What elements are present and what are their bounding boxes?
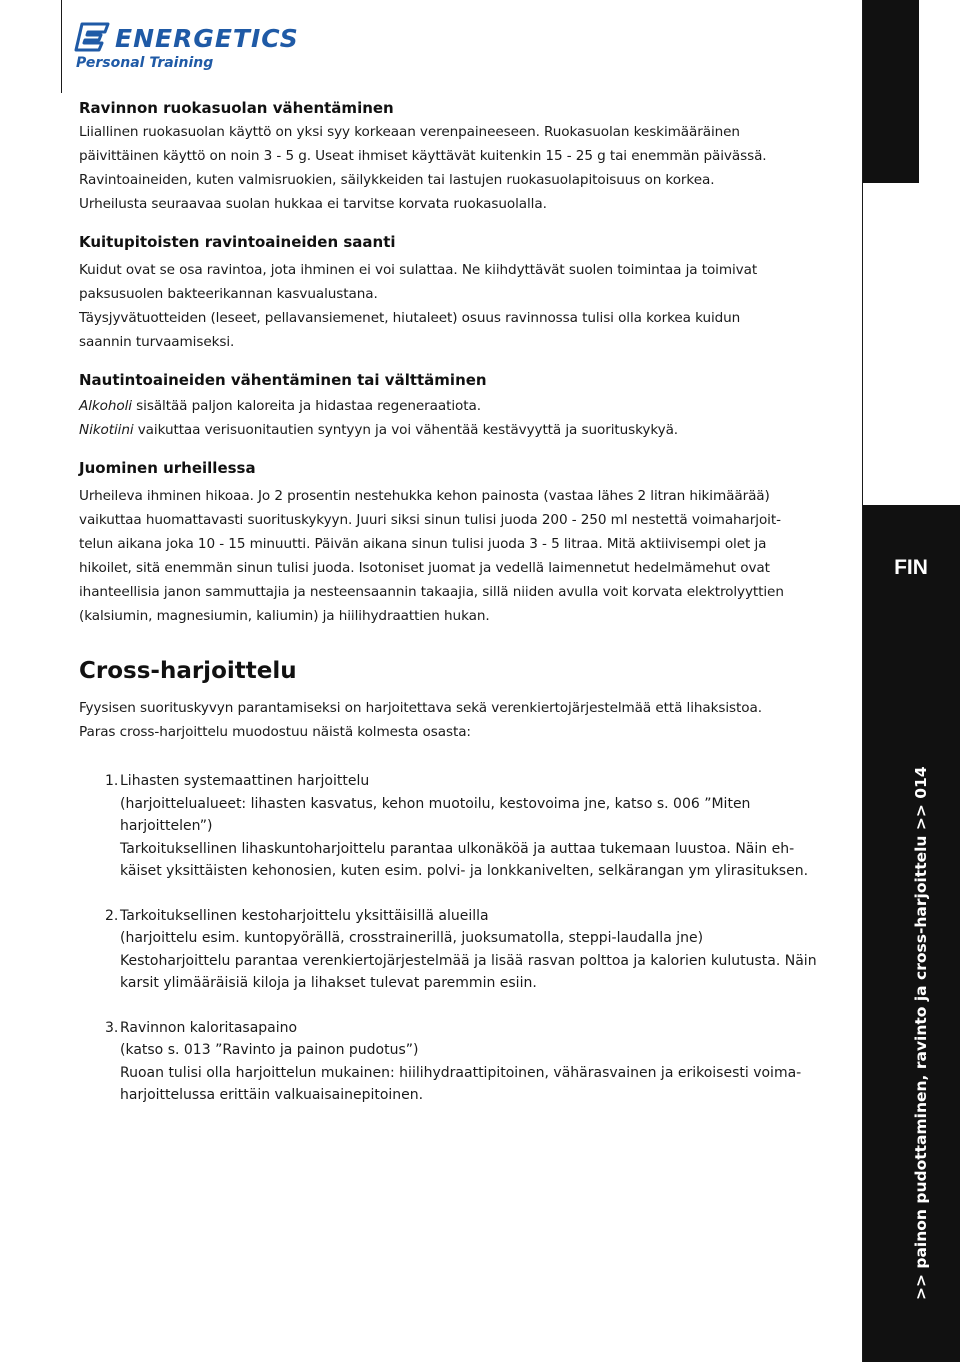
list-item bbox=[79, 905, 849, 995]
text-line: Kestoharjoittelu parantaa verenkiertojärjestelmää ja lisää rasvan polttoa ja kalorien kulutusta. Näin bbox=[120, 952, 817, 969]
text-line: hikoilet, sitä enemmän sinun tulisi juoda. Isotoniset juomat ja vedellä laimennetut hedelmämehut ovat bbox=[79, 560, 770, 576]
section-body-stimulants bbox=[79, 394, 849, 442]
list-item bbox=[79, 1017, 849, 1107]
cross-intro bbox=[79, 696, 849, 744]
top-tab-block bbox=[863, 0, 919, 183]
section-body-fiber bbox=[79, 258, 849, 354]
text-line: Ruoan tulisi olla harjoittelun mukainen: hiilihydraattipitoinen, vähärasvainen ja erikoisesti voima- bbox=[120, 1064, 802, 1081]
logo-e-icon bbox=[74, 22, 110, 52]
text-line: saannin turvaamiseksi. bbox=[79, 334, 235, 350]
text-line: harjoittelen”) bbox=[120, 818, 213, 834]
header-rule bbox=[61, 0, 62, 93]
list-number: 3. bbox=[105, 1019, 119, 1036]
list-item bbox=[79, 770, 849, 883]
text-line: ihanteellisia janon sammuttajia ja nesteensaannin takaajia, sillä niiden avulla voit korvata elektrolyyttien bbox=[79, 584, 784, 600]
text-line: Kuidut ovat se osa ravintoa, jota ihminen ei voi sulattaa. Ne kiihdyttävät suolen toimintaa ja toimivat bbox=[79, 262, 758, 278]
text-line: Ravinnon kaloritasapaino bbox=[120, 1019, 298, 1036]
emphasis-alcohol: Alkoholi bbox=[79, 398, 132, 414]
text-line: (katso s. 013 ”Ravinto ja painon pudotus”) bbox=[120, 1042, 419, 1058]
main-content bbox=[79, 96, 849, 1107]
text-line: päivittäinen käyttö on noin 3 - 5 g. Useat ihmiset käyttävät kuitenkin 15 - 25 g tai enemmän päivässä. bbox=[79, 148, 767, 164]
text-line: harjoittelussa erittäin valkuaisainepitoinen. bbox=[120, 1087, 424, 1103]
section-title-salt: Ravinnon ruokasuolan vähentäminen bbox=[79, 99, 394, 117]
page-title-cross-training: Cross-harjoittelu bbox=[79, 658, 297, 684]
text-line: Urheileva ihminen hikoaa. Jo 2 prosentin nestehukka kehon painosta (vastaa lähes 2 litran hikimäärää) bbox=[79, 488, 770, 504]
language-label: FIN bbox=[894, 556, 928, 579]
text-line: Alkoholi sisältää paljon kaloreita ja hidastaa regeneraatiota. bbox=[79, 398, 481, 414]
text-line: Paras cross-harjoittelu muodostuu näistä kolmesta osasta: bbox=[79, 724, 471, 740]
text-line: vaikuttaa huomattavasti suorituskykyyn. Juuri siksi sinun tulisi juoda 200 - 250 ml nestettä voimaharjoit- bbox=[79, 512, 781, 528]
section-title-fiber: Kuitupitoisten ravintoaineiden saanti bbox=[79, 233, 396, 251]
text-line: Täysjyvätuotteiden (leseet, pellavansiemenet, hiutaleet) osuus ravinnossa tulisi olla korkea kuidun bbox=[79, 310, 741, 326]
brand-tagline: Personal Training bbox=[76, 55, 214, 71]
section-body-drinking bbox=[79, 484, 849, 628]
text-line: Nikotiini vaikuttaa verisuonitautien syntyyn ja voi vähentää kestävyyttä ja suorituskykyä. bbox=[79, 422, 679, 438]
section-title-stimulants: Nautintoaineiden vähentäminen tai välttäminen bbox=[79, 371, 487, 389]
text-line: paksusuolen bakteerikannan kasvualustana. bbox=[79, 286, 378, 302]
section-title-drinking: Juominen urheillessa bbox=[79, 459, 256, 477]
section-body-salt bbox=[79, 120, 849, 216]
text-line: (kalsiumin, magnesiumin, kaliumin) ja hiilihydraattien hukan. bbox=[79, 608, 490, 624]
brand-logo bbox=[74, 22, 314, 72]
text-line: (harjoittelualueet: lihasten kasvatus, kehon muotoilu, kestovoima jne, katso s. 006 ”Miten bbox=[120, 795, 751, 812]
text-line: Liiallinen ruokasuolan käyttö on yksi syy korkeaan verenpaineeseen. Ruokasuolan keskimääräinen bbox=[79, 124, 740, 140]
text-line: Tarkoituksellinen lihaskuntoharjoittelu parantaa ulkonäköä ja auttaa tukemaan luustoa. Näin eh- bbox=[120, 840, 795, 857]
text-line: Tarkoituksellinen kestoharjoittelu yksittäisillä alueilla bbox=[120, 907, 489, 924]
text-line: Fyysisen suorituskyvyn parantamiseksi on harjoitettava sekä verenkiertojärjestelmää että lihaksistoa. bbox=[79, 700, 762, 716]
text-line: karsit ylimääräisiä kiloja ja lihakset tulevat paremmin esiin. bbox=[120, 975, 537, 991]
page-footer-vertical: >> painon pudottaminen, ravinto ja cross-harjoittelu >> 014 bbox=[912, 766, 930, 1300]
text-line: telun aikana joka 10 - 15 minuutti. Päivän aikana sinun tulisi juoda 3 - 5 litraa. Mitä aktiivisempi olet ja bbox=[79, 536, 767, 552]
list-number: 2. bbox=[105, 907, 119, 924]
cross-training-list bbox=[79, 770, 849, 1107]
text-line: Ravintoaineiden, kuten valmisruokien, säilykkeiden tai lastujen ruokasuolapitoisuus on korkea. bbox=[79, 172, 715, 188]
emphasis-nicotine: Nikotiini bbox=[79, 422, 134, 438]
text-line: Lihasten systemaattinen harjoittelu bbox=[120, 773, 370, 789]
text-line: (harjoittelu esim. kuntopyörällä, crosstrainerillä, juoksumatolla, steppi-laudalla jne) bbox=[120, 930, 704, 946]
text-line: käiset yksittäisten kehonosien, kuten esim. polvi- ja lonkkanivelten, selkärangan ym ylirasituksen. bbox=[120, 863, 809, 879]
list-number: 1. bbox=[105, 773, 119, 789]
text-line: Urheilusta seuraavaa suolan hukkaa ei tarvitse korvata ruokasuolalla. bbox=[79, 196, 547, 212]
brand-name: ENERGETICS bbox=[115, 24, 299, 53]
